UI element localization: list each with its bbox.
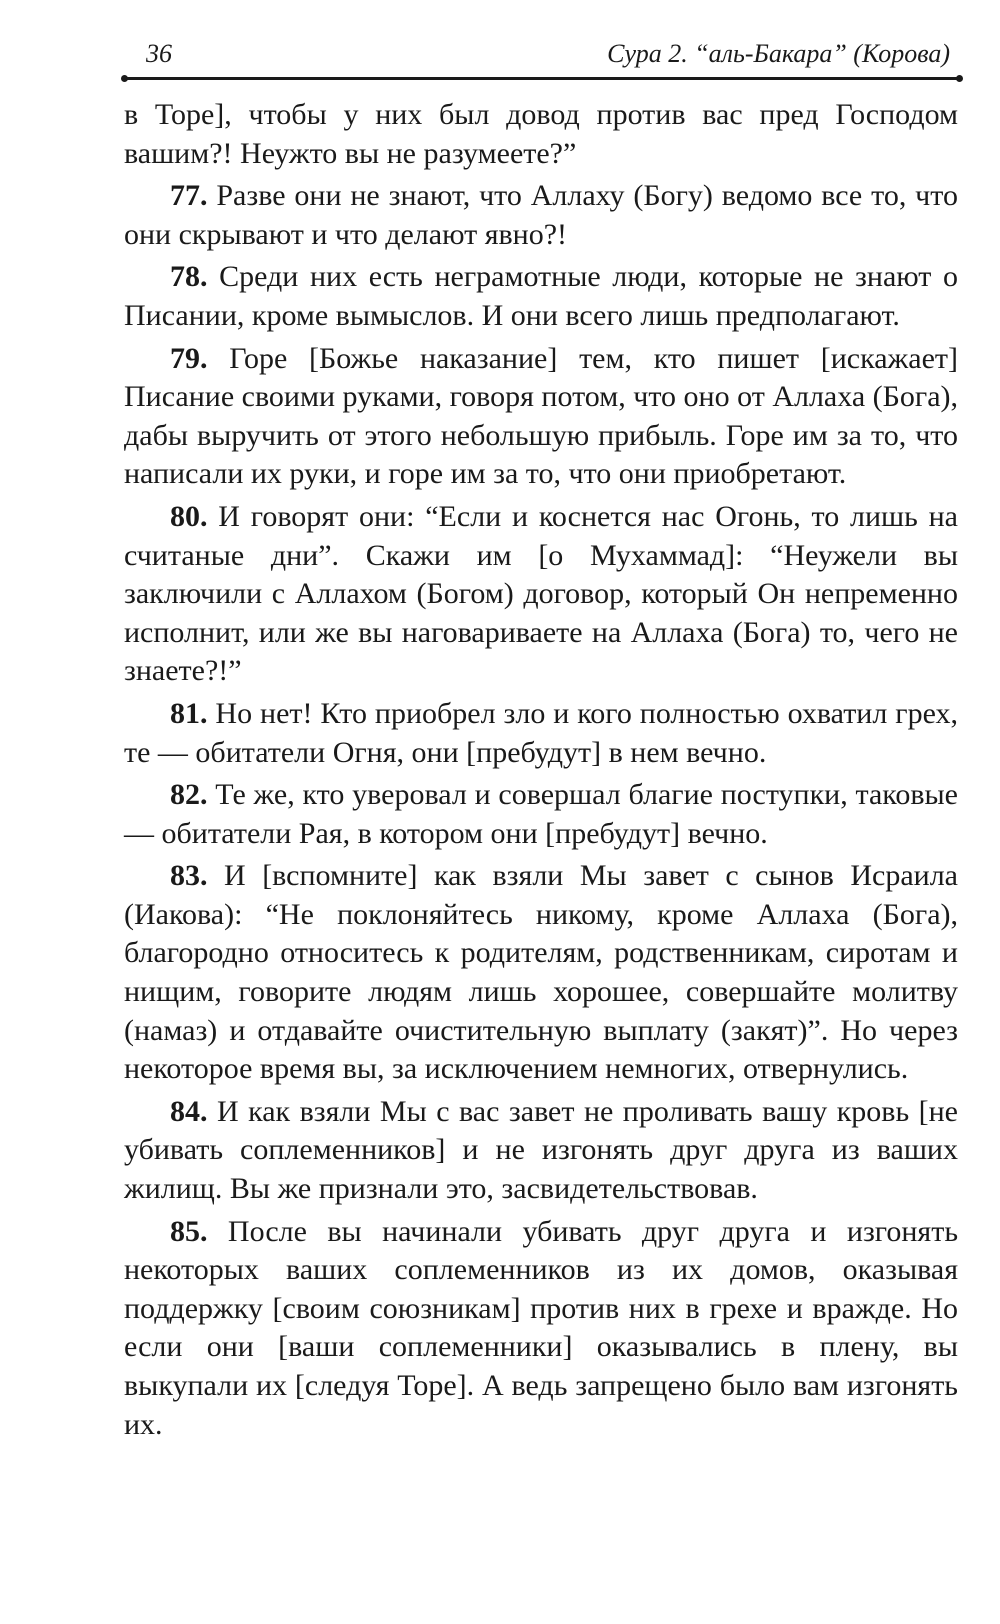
verse-79: [124, 340, 958, 494]
verse-text: Горе [Божье наказание] тем, кто пишет [искажает] Писание своими руками, говоря потом, что оно от Аллаха (Бога), дабы выручить от этого небольшую прибыль. Горе им за то, что написали их руки, и горе им за то, что они приобретают.: [124, 341, 958, 491]
verse-85: [124, 1213, 958, 1445]
verse-text: После вы начинали убивать друг друга и изгонять некоторых ваших соплеменников из их домов, оказывая поддержку [своим союзникам] против них в грехе и вражде. Но если они [ваши соплеменники] оказывались в плену, вы выкупали их [следуя Торе]. А ведь запрещено было вам изгонять их.: [124, 1214, 958, 1441]
verse-text: Разве они не знают, что Аллаху (Богу) ведомо все то, что они скрывают и что делают явно?!: [124, 179, 958, 251]
verse-text: И говорят они: “Если и коснется нас Огонь, то лишь на считаные дни”. Скажи им [о Мухаммад]: “Неужели вы заключили с Аллахом (Богом) договор, который Он непременно исполнит, или же вы наговариваете на Аллаха (Бога) то, чего не знаете?!”: [124, 499, 958, 688]
verse-text: Среди них есть неграмотные люди, которые не знают о Писании, кроме вымыслов. И они всего лишь предполагают.: [124, 260, 958, 332]
verse-83: [124, 857, 958, 1089]
verse-text: Но нет! Кто приобрел зло и кого полностью охватил грех, те — обитатели Огня, они [пребудут] в нем вечно.: [124, 696, 958, 769]
page-number: 36: [146, 39, 172, 68]
verse-80: [124, 498, 958, 691]
verse-number: 78.: [170, 260, 208, 294]
verse-77: [124, 177, 958, 254]
verse-number: 83.: [170, 859, 208, 893]
verse-text: И [вспомните] как взяли Мы завет с сынов Исраила (Иакова): “Не поклоняйтесь никому, кроме Аллаха (Бога), благородно относитесь к родителям, родственникам, сиротам и нищим, говорите людям лишь хорошее, совершайте молитву (намаз) и отдавайте очистительную выплату (закят)”. Но через некоторое время вы, за исключением немногих, отвернулись.: [124, 859, 958, 1086]
verse-84: [124, 1093, 958, 1209]
verse-text: И как взяли Мы с вас завет не проливать вашу кровь [не убивать соплеменников] и не изгонять друг друга из ваших жилищ. Вы же признали это, засвидетельствовав.: [124, 1094, 958, 1206]
verse-number: 85.: [170, 1214, 208, 1248]
verse-text: Те же, кто уверовал и совершал благие поступки, таковые — обитатели Рая, в котором они [пребудут] вечно.: [124, 778, 958, 850]
verse-number: 82.: [170, 778, 208, 812]
verse-number: 77.: [170, 179, 208, 213]
header-rule: [124, 77, 960, 80]
verse-81: [124, 695, 958, 772]
verse-number: 79.: [170, 341, 208, 375]
verse-82: [124, 776, 958, 853]
continuation-paragraph: в Торе], чтобы у них был довод против вас пред Господом вашим?! Неужто вы не разумеете?”: [124, 98, 958, 170]
verse-number: 84.: [170, 1094, 208, 1128]
verse-number: 81.: [170, 696, 208, 730]
verse-number: 80.: [170, 499, 208, 533]
running-head: [122, 34, 960, 74]
body-text: [124, 96, 958, 1448]
verse-78: [124, 258, 958, 335]
chapter-title: Сура 2. “аль-Бакара” (Корова): [607, 39, 950, 68]
